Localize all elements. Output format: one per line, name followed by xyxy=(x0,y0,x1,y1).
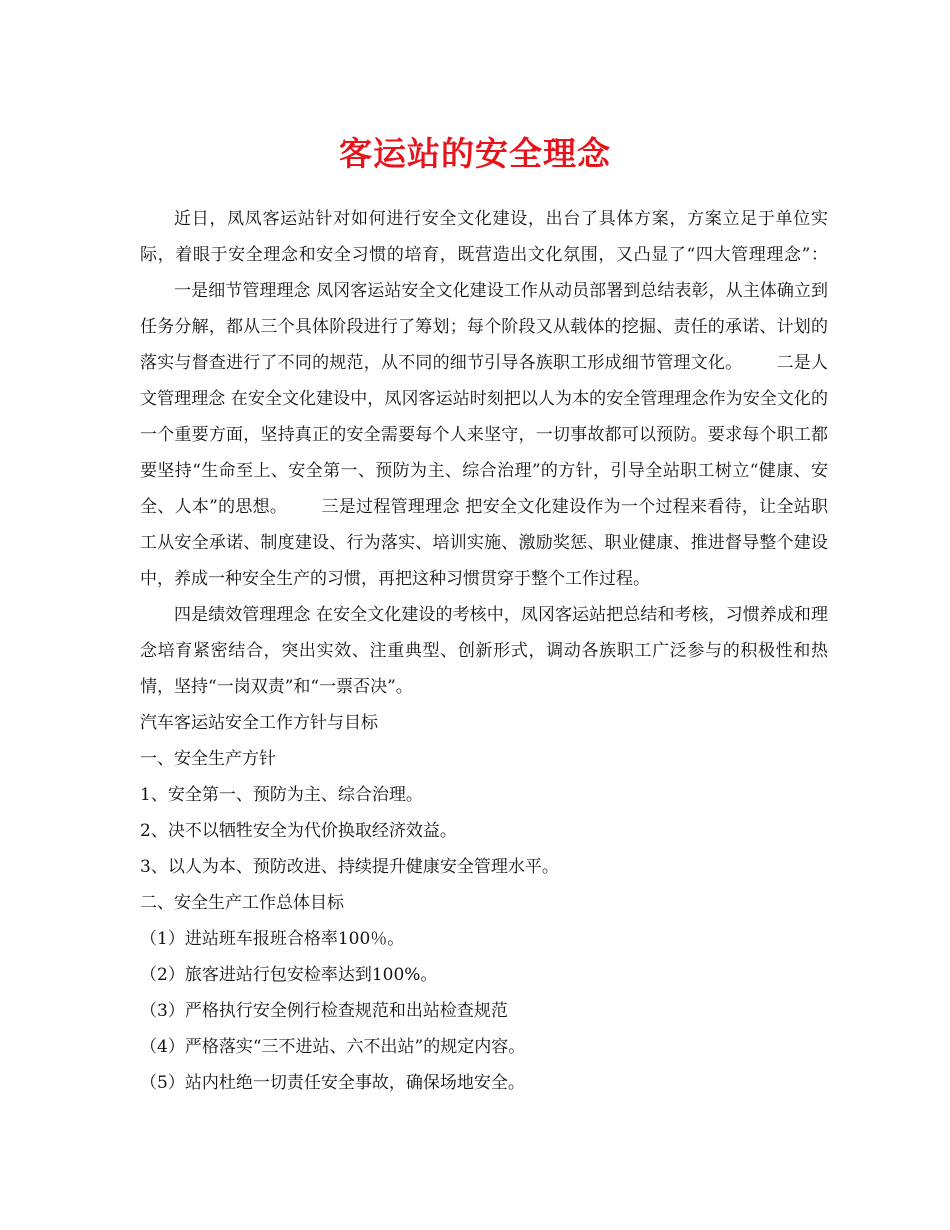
list-item: 3、以人为本、预防改进、持续提升健康安全管理水平。 xyxy=(140,857,559,877)
paragraph-four-concepts xyxy=(140,201,828,597)
paragraph-performance-concept: 四是绩效管理理念 在安全文化建设的考核中，凤冈客运站把总结和考核，习惯养成和理念培育紧密结合，突出实效、注重典型、创新形式，调动各族职工广泛参与的积极性和热情，坚持“一岗双责”和“一票否决”。 xyxy=(140,605,828,697)
document-title: 客运站的安全理念 xyxy=(339,134,611,173)
list-item: （4）严格落实“三不进站、六不出站”的规定内容。 xyxy=(140,1037,526,1057)
intro-text: 近日，凤凤客运站针对如何进行安全文化建设，出台了具体方案，方案立足于单位实际，着眼于安全理念和安全习惯的培育，既营造出文化氛围，又凸显了“四大管理理念”： xyxy=(140,209,828,265)
list-item: 二、安全生产工作总体目标 xyxy=(140,893,344,913)
list-item: 1、安全第一、预防为主、综合治理。 xyxy=(140,785,423,805)
list-item: （1）进站班车报班合格率100％。 xyxy=(140,929,405,949)
concept-humanistic-management: 二是人文管理理念 在安全文化建设中，凤冈客运站时刻把以人为本的安全管理理念作为安全文化的一个重要方面，坚持真正的安全需要每个人来坚守，一切事故都可以预防。要求每个职工都要坚持“生命至上、安全第一、预防为主、综合治理”的方针，引导全站职工树立“健康、安全、人本”的思想。 xyxy=(140,353,829,517)
concept-process-management: 三是过程管理理念 把安全文化建设作为一个过程来看待，让全站职工从安全承诺、制度建设、行为落实、培训实施、激励奖惩、职业健康、推进督导整个建设中，养成一种安全生产的习惯，再把这种习惯贯穿于整个工作过程。 xyxy=(140,497,828,589)
list-item: 汽车客运站安全工作方针与目标 xyxy=(140,713,378,733)
concept-detail-management: 一是细节管理理念 凤冈客运站安全文化建设工作从动员部署到总结表彰，从主体确立到任务分解，都从三个具体阶段进行了筹划；每个阶段又从载体的挖掘、责任的承诺、计划的落实与督查进行了不同的规范，从不同的细节引导各族职工形成细节管理文化。 xyxy=(140,281,828,373)
list-item: （2）旅客进站行包安检率达到100%。 xyxy=(140,965,438,985)
list-item: （3）严格执行安全例行检查规范和出站检查规范 xyxy=(140,1001,508,1021)
list-item: （5）站内杜绝一切责任安全事故，确保场地安全。 xyxy=(140,1073,525,1093)
list-item: 2、决不以牺牲安全为代价换取经济效益。 xyxy=(140,821,457,841)
document-body xyxy=(140,201,828,1101)
list-item: 一、安全生产方针 xyxy=(140,749,276,769)
